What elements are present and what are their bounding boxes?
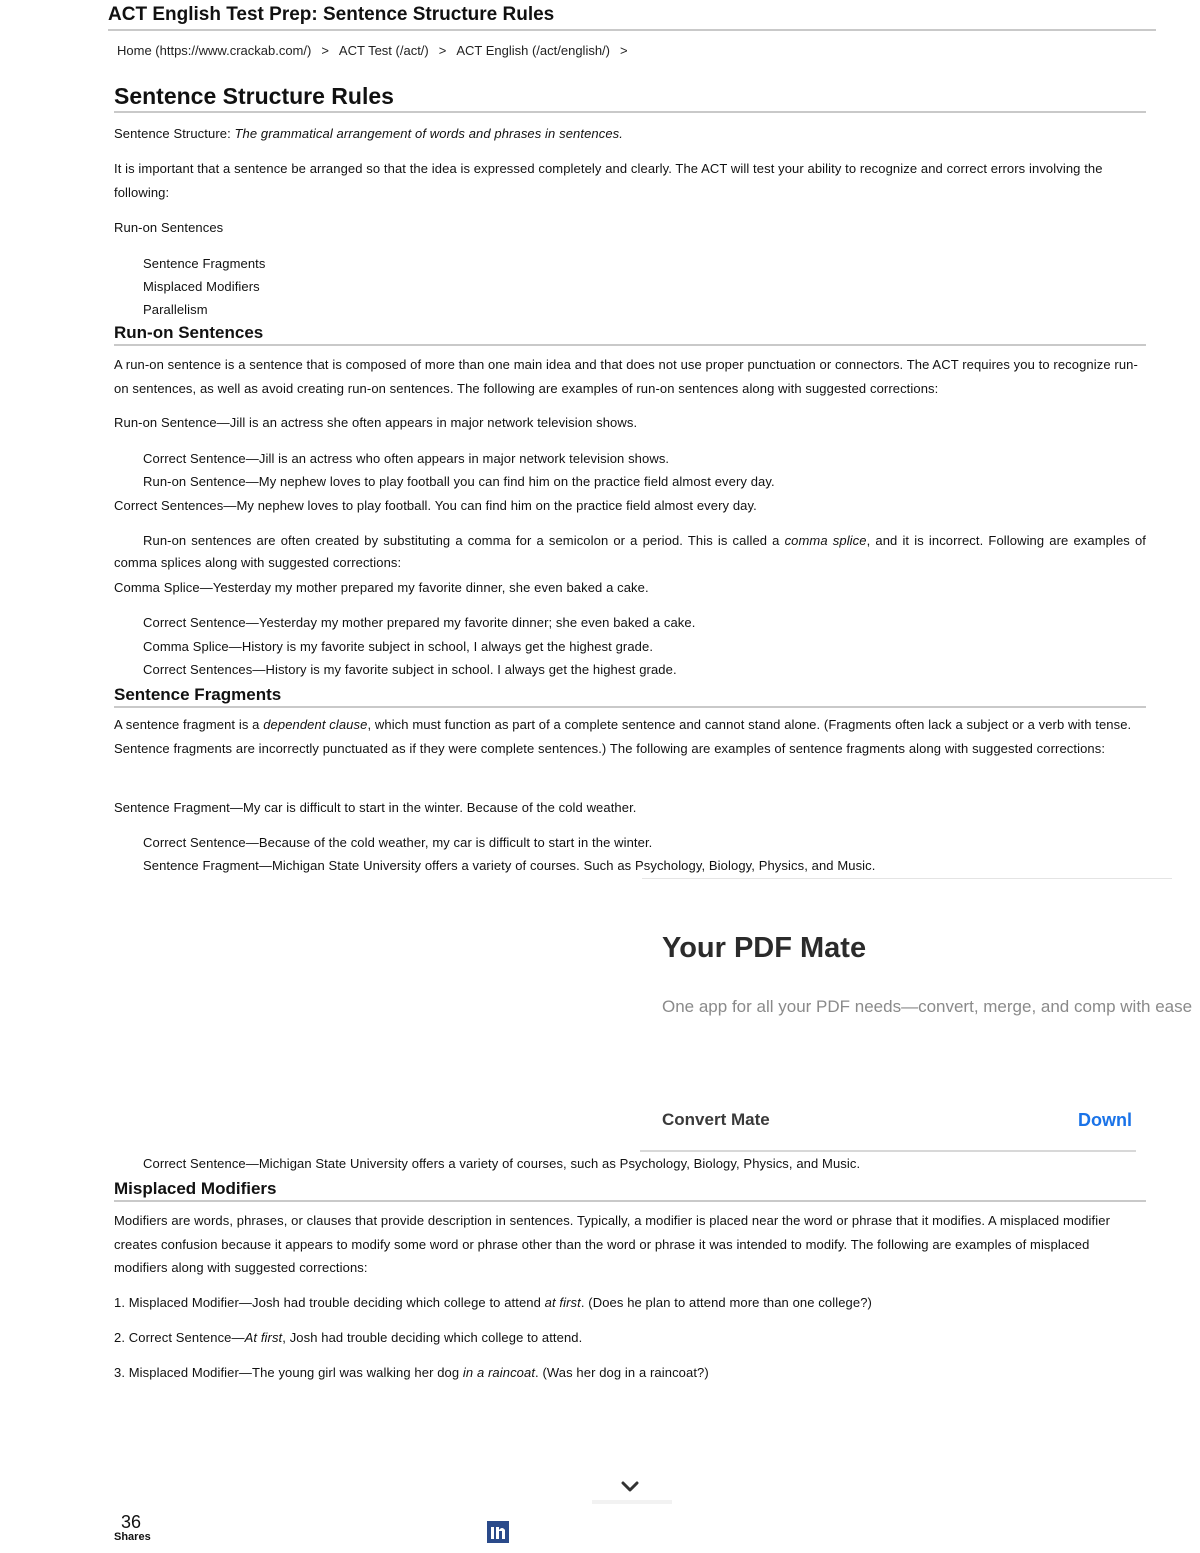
modifiers-intro: Modifiers are words, phrases, or clauses that provide description in sentences. Typically, a modifier is placed near the word or phrase that it modifies. A misplaced modifier creates confusion because it appears to modify some word or phrase other than the word or phrase it was intended to modify. The following are examples of misplaced modifiers along with suggested corrections: (114, 1213, 1110, 1275)
modifier-example (114, 1291, 1144, 1315)
section-heading-fragments: Sentence Fragments (114, 685, 1146, 708)
example-line: Correct Sentence—Yesterday my mother prepared my favorite dinner; she even baked a cake. (143, 615, 696, 630)
fragments-intro (114, 713, 1146, 760)
comma-splice-paragraph (114, 530, 1146, 574)
modifier-example-text: , Josh had trouble deciding which college to attend. (282, 1330, 583, 1345)
definition (114, 122, 1144, 146)
example-line: Sentence Fragment—My car is difficult to start in the winter. Because of the cold weather. (114, 800, 637, 815)
modifier-example (114, 1361, 1144, 1385)
example-line: Run-on Sentence—Jill is an actress she often appears in major network television shows. (114, 415, 638, 430)
ad-download-button[interactable]: Downl (1078, 1110, 1132, 1130)
modifier-example-text: 1. Misplaced Modifier—Josh had trouble deciding which college to attend (114, 1295, 545, 1310)
example-line: Correct Sentence—Jill is an actress who often appears in major network television shows. (143, 451, 670, 466)
page-title: ACT English Test Prep: Sentence Structure Rules (108, 4, 1156, 31)
breadcrumb-separator: > (321, 43, 329, 58)
section-heading-modifiers: Misplaced Modifiers (114, 1179, 1146, 1202)
ad-app-name[interactable]: Convert Mate (662, 1110, 770, 1129)
modifier-example-term: in a raincoat (462, 1365, 536, 1380)
example-line: Sentence Fragment—Michigan State University offers a variety of courses. Such as Psychology, Biology, Physics, and Music. (143, 858, 876, 873)
breadcrumb-act-test-link[interactable]: ACT Test (/act/) (338, 43, 429, 58)
breadcrumb (117, 43, 638, 58)
modifier-example-text: . (Was her dog in a raincoat?) (535, 1365, 709, 1380)
comma-splice-text: , and it is incorrect. Following are examples of comma splices along with suggested corrections: (114, 533, 1146, 570)
shares-count: 36 (121, 1512, 142, 1532)
section-heading-run-on: Run-on Sentences (114, 323, 1146, 346)
ad-title[interactable]: Your PDF Mate (662, 932, 867, 964)
comma-splice-text: Run-on sentences are often created by substituting a comma for a semicolon or a period. This is called a (143, 533, 785, 548)
scroll-indicator-bar (592, 1500, 672, 1504)
comma-splice-term: comma splice (784, 533, 867, 548)
topic-item: Sentence Fragments (143, 256, 266, 271)
definition-text: The grammatical arrangement of words and phrases in sentences. (234, 126, 623, 141)
example-line: Run-on Sentence—My nephew loves to play football you can find him on the practice field almost every day. (143, 474, 775, 489)
ad-divider (642, 878, 1172, 879)
example-line: Comma Splice—Yesterday my mother prepared my favorite dinner, she even baked a cake. (114, 580, 649, 595)
modifier-example-term: at first (544, 1295, 581, 1310)
fragments-intro-term: dependent clause (263, 717, 368, 732)
example-line: Correct Sentence—Because of the cold weather, my car is difficult to start in the winter. (143, 835, 653, 850)
article-heading: Sentence Structure Rules (114, 82, 1146, 113)
topic-item: Run-on Sentences (114, 220, 224, 235)
example-line: Correct Sentences—History is my favorite subject in school. I always get the highest grade. (143, 662, 677, 677)
intro-paragraph: It is important that a sentence be arranged so that the idea is expressed completely and clearly. The ACT will test your ability to recognize and correct errors involving the following: (114, 161, 1103, 200)
ad-description[interactable]: One app for all your PDF needs—convert, merge, and comp with ease (662, 997, 1193, 1016)
modifier-example-text: 2. Correct Sentence— (114, 1330, 245, 1345)
breadcrumb-separator: > (438, 43, 447, 58)
topic-item: Misplaced Modifiers (143, 279, 260, 294)
modifier-example-term: At first (244, 1330, 283, 1345)
example-line: Correct Sentences—My nephew loves to play football. You can find him on the practice field almost every day. (114, 498, 757, 513)
breadcrumb-act-english-link[interactable]: ACT English (/act/english/) (456, 43, 611, 58)
definition-label: Sentence Structure: (114, 126, 235, 141)
modifier-example-text: 3. Misplaced Modifier—The young girl was walking her dog (114, 1365, 463, 1380)
example-line: Comma Splice—History is my favorite subject in school, I always get the highest grade. (143, 639, 654, 654)
fragments-intro-text: A sentence fragment is a (114, 717, 264, 732)
example-line: Correct Sentence—Michigan State University offers a variety of courses, such as Psychology, Biology, Physics, and Music. (143, 1156, 861, 1171)
topic-item: Parallelism (143, 302, 208, 317)
run-on-intro: A run-on sentence is a sentence that is composed of more than one main idea and that does not use proper punctuation or connectors. The ACT requires you to recognize run-on sentences, as well as avoid creating run-on sentences. The following are examples of run-on sentences along with suggested corrections: (114, 357, 1138, 396)
fragments-intro-text: , which must function as part of a complete sentence and cannot stand alone. (Fragments often lack a subject or a verb with tense. Sentence fragments are incorrectly punctuated as if they were complete sentences.) The following are examples of sentence fragments along with suggested corrections: (114, 717, 1132, 756)
modifier-example (114, 1326, 1144, 1350)
chevron-down-icon[interactable] (618, 1478, 642, 1496)
modifier-example-text: . (Does he plan to attend more than one college?) (580, 1295, 872, 1310)
linkedin-icon[interactable] (486, 1518, 510, 1544)
breadcrumb-home-link[interactable]: Home (https://www.crackab.com/) (117, 43, 312, 58)
shares-label: Shares (114, 1531, 151, 1543)
breadcrumb-separator: > (620, 43, 628, 58)
